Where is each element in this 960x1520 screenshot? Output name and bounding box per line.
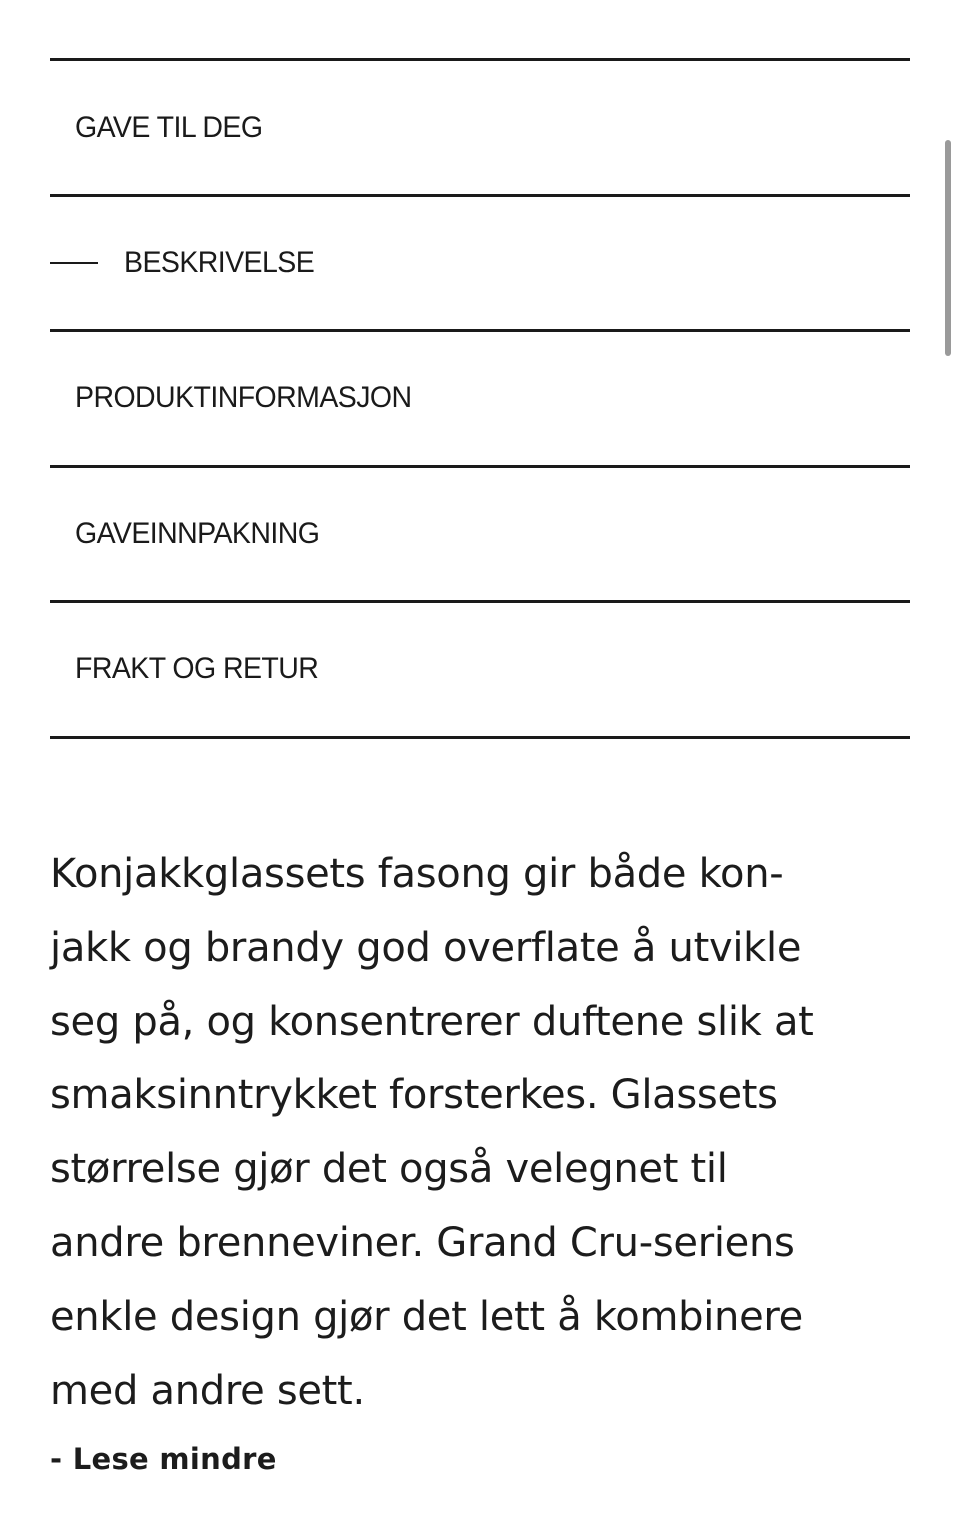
accordion-item-beskrivelse[interactable] [50, 197, 910, 329]
description-line: med andre sett. [50, 1367, 365, 1414]
divider [50, 58, 910, 61]
accordion-item-frakt-og-retur[interactable] [50, 603, 910, 735]
accordion-label: BESKRIVELSE [124, 246, 315, 279]
accordion-item-gave-til-deg[interactable] [50, 62, 910, 194]
divider [50, 736, 910, 739]
description-line: Konjakkglassets fasong gir både kon- [50, 851, 784, 897]
collapse-minus-icon [50, 262, 98, 264]
accordion-label: FRAKT OG RETUR [75, 652, 319, 685]
accordion-label: GAVE TIL DEG [75, 111, 263, 144]
scrollbar[interactable] [945, 140, 951, 356]
description-line: smaksinntrykket forsterkes. Glassets [50, 1072, 778, 1119]
accordion-label: GAVEINNPAKNING [75, 517, 320, 550]
read-less-link[interactable]: - Lese mindre [50, 1442, 277, 1476]
accordion-item-gaveinnpakning[interactable] [50, 468, 910, 600]
accordion-item-produktinformasjon[interactable] [50, 332, 910, 464]
description-line: enkle design gjør det lett å kombinere [50, 1293, 803, 1340]
accordion-label: PRODUKTINFORMASJON [75, 381, 412, 414]
product-description [50, 838, 930, 1428]
description-line: jakk og brandy god overflate å utvikle [50, 924, 802, 971]
description-line: størrelse gjør det også velegnet til [50, 1146, 728, 1193]
description-line: seg på, og konsentrerer duftene slik at [50, 998, 814, 1045]
description-line: andre brenneviner. Grand Cru-seriens [50, 1219, 795, 1266]
